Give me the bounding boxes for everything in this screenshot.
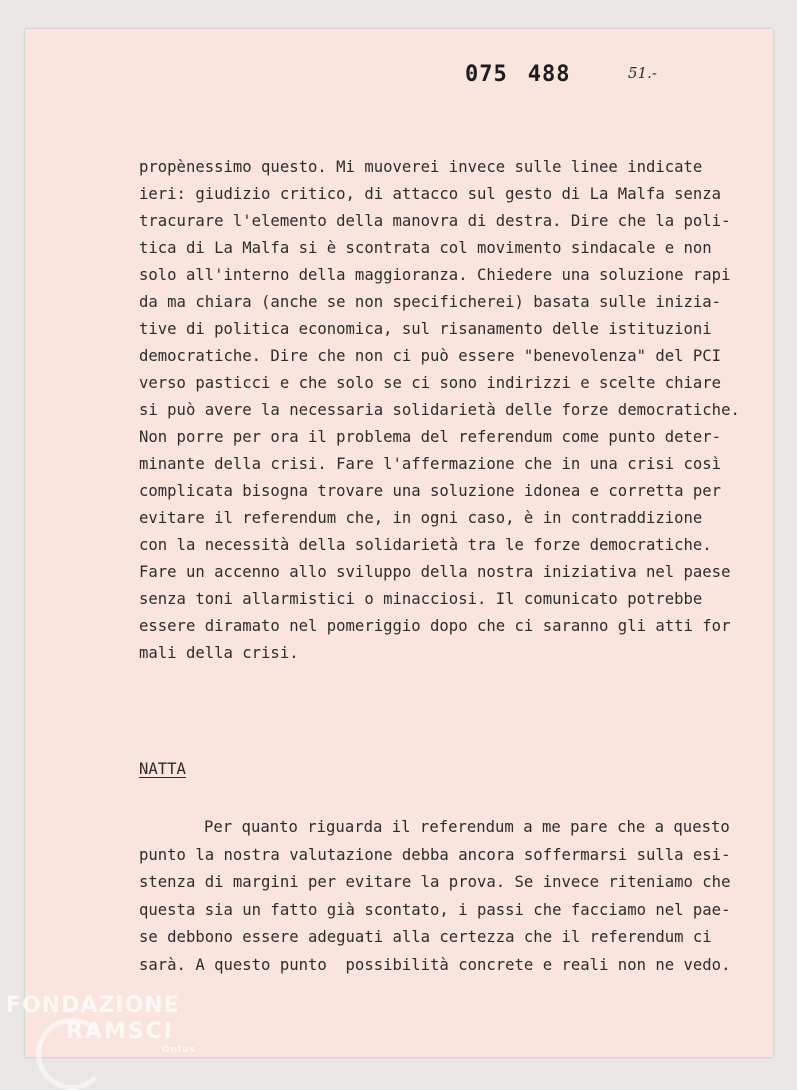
text-line: democratiche. Dire che non ci può essere "benevolenza" del PCI: [139, 347, 722, 365]
watermark: [6, 993, 196, 1055]
archive-number-part-2: 488: [527, 62, 571, 87]
watermark-line-3: Onlus: [162, 1045, 196, 1055]
text-line: tica di La Malfa si è scontrata col movimento sindacale e non: [139, 239, 712, 257]
text-line: senza toni allarmistici o minacciosi. Il comunicato potrebbe: [139, 590, 703, 608]
text-line: mali della crisi.: [139, 644, 299, 662]
text-line: complicata bisogna trovare una soluzione idonea e corretta per: [139, 482, 722, 500]
text-line: se debbono essere adeguati alla certezza che il referendum ci: [139, 928, 712, 946]
text-line: tracurare l'elemento della manovra di destra. Dire che la poli-: [139, 212, 731, 230]
speaker-heading: NATTA: [139, 760, 186, 778]
body-text: [139, 154, 759, 667]
text-line: solo all'interno della maggioranza. Chiedere una soluzione rapi: [139, 266, 731, 284]
watermark-line-1: FONDAZIONE: [6, 993, 180, 1018]
speech-text: [139, 814, 759, 979]
text-line: stenza di margini per evitare la prova. Se invece riteniamo che: [139, 873, 731, 891]
text-line: da ma chiara (anche se non specificherei) basata sulle inizia-: [139, 293, 722, 311]
handwritten-page-note: 51.-: [628, 64, 657, 82]
text-line: Per quanto riguarda il referendum a me pare che a questo: [204, 818, 730, 836]
text-line: essere diramato nel pomeriggio dopo che ci saranno gli atti for: [139, 617, 731, 635]
archive-number: [465, 62, 571, 87]
watermark-line-2: RAMSCI: [66, 1019, 175, 1044]
text-line: sarà. A questo punto possibilità concrete e reali non ne vedo.: [139, 955, 731, 974]
text-line: evitare il referendum che, in ogni caso, è in contraddizione: [139, 509, 703, 527]
text-line: verso pasticci e che solo se ci sono indirizzi e scelte chiare: [139, 374, 722, 392]
text-line: minante della crisi. Fare l'affermazione che in una crisi così: [139, 455, 722, 473]
text-line: Fare un accenno allo sviluppo della nostra iniziativa nel paese: [139, 563, 731, 581]
archive-number-part-1: 075: [465, 62, 508, 87]
text-line: con la necessità della solidarietà tra le forze democratiche.: [139, 536, 712, 554]
text-line: Non porre per ora il problema del referendum come punto deter-: [139, 428, 722, 446]
text-line: punto la nostra valutazione debba ancora soffermarsi sulla esi-: [139, 845, 731, 864]
text-line: ieri: giudizio critico, di attacco sul gesto di La Malfa senza: [139, 185, 722, 203]
text-line: si può avere la necessaria solidarietà delle forze democratiche.: [139, 401, 740, 419]
text-line: propènessimo questo. Mi muoverei invece sulle linee indicate: [139, 158, 703, 176]
text-line: tive di politica economica, sul risanamento delle istituzioni: [139, 320, 712, 338]
text-line: questa sia un fatto già scontato, i passi che facciamo nel pae-: [139, 900, 731, 919]
